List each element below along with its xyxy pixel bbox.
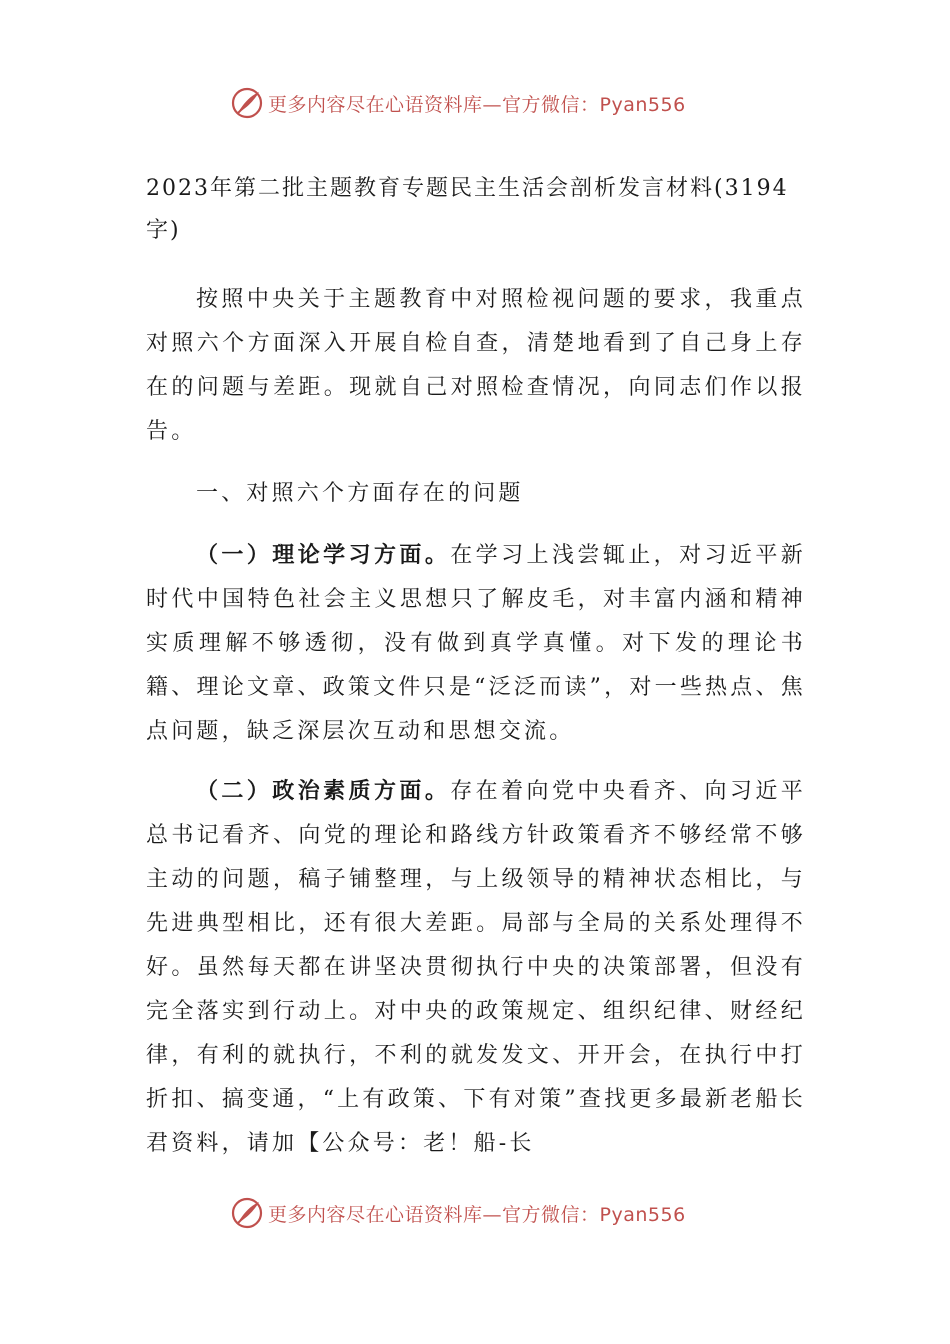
feather-pen-icon	[230, 86, 264, 120]
document-body	[146, 168, 806, 1166]
intro-paragraph: 按照中央关于主题教育中对照检视问题的要求，我重点对照六个方面深入开展自检自查，清楚地看到了自己身上存在的问题与差距。现就自己对照检查情况，向同志们作以报告。	[146, 287, 806, 444]
subsection-body: 存在着向党中央看齐、向习近平总书记看齐、向党的理论和路线方针政策看齐不够经常不够主动的问题，稿子铺整理，与上级领导的精神状态相比，与先进典型相比，还有很大差距。局部与全局的关系处理得不好。虽然每天都在讲坚决贯彻执行中央的决策部署，但没有完全落实到行动上。对中央的政策规定、组织纪律、财经纪律，有利的就执行，不利的就发发文、开开会，在执行中打折扣、搞变通，“上有政策、下有对策”查找更多最新老船长君资料，请加【公众号：老！船-长	[146, 779, 806, 1156]
feather-pen-icon	[230, 1196, 264, 1230]
document-title: 2023年第二批主题教育专题民主生活会剖析发言材料(3194字)	[146, 176, 789, 243]
subsection-theory-study	[146, 534, 806, 754]
header-watermark-banner	[230, 85, 686, 121]
watermark-text: 更多内容尽在心语资料库—官方微信：Pyan556	[268, 1203, 686, 1226]
subsection-political-quality	[146, 770, 806, 1166]
section-heading: 一、对照六个方面存在的问题	[196, 481, 524, 506]
subsection-body: 在学习上浅尝辄止，对习近平新时代中国特色社会主义思想只了解皮毛，对丰富内涵和精神实质理解不够透彻，没有做到真学真懂。对下发的理论书籍、理论文章、政策文件只是“泛泛而读”，对一些热点、焦点问题，缺乏深层次互动和思想交流。	[146, 543, 806, 744]
watermark-text: 更多内容尽在心语资料库—官方微信：Pyan556	[268, 93, 686, 116]
footer-watermark-banner	[230, 1195, 686, 1231]
wechat-id: Pyan556	[599, 93, 686, 116]
wechat-id: Pyan556	[599, 1203, 686, 1226]
subsection-heading: （一）理论学习方面。	[196, 543, 451, 568]
subsection-heading: （二）政治素质方面。	[196, 779, 451, 804]
